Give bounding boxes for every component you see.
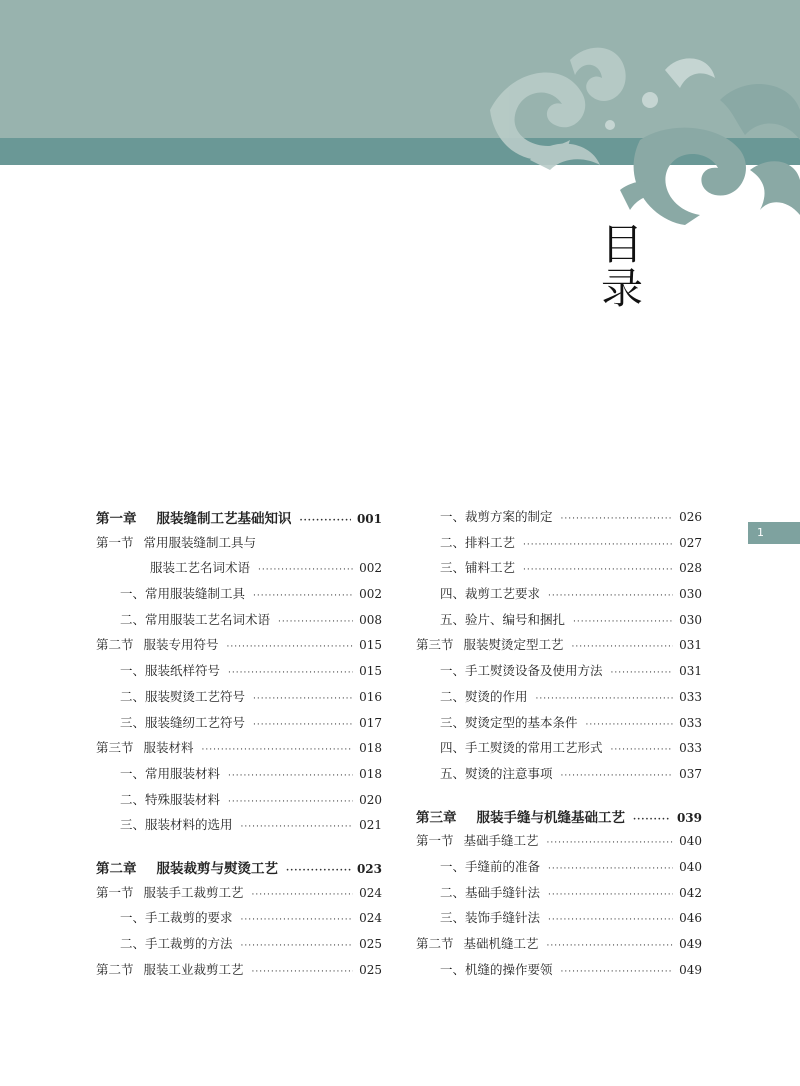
dot-leader: [228, 797, 353, 807]
toc-entry: [96, 661, 382, 687]
toc-entry: [96, 533, 382, 559]
dot-leader: [523, 565, 673, 575]
dot-leader: [536, 694, 674, 704]
toc-entry-number: 第二章: [96, 860, 137, 877]
dot-leader: [253, 591, 353, 601]
dot-leader: [278, 617, 353, 627]
toc-entry: [96, 687, 382, 713]
toc-entry-title: 三、服装材料的选用: [120, 817, 233, 833]
toc-entry-title: 一、服装纸样符号: [120, 663, 221, 679]
toc-entry: [416, 831, 702, 857]
toc-entry-title: 基础机缝工艺: [463, 936, 539, 951]
toc-entry: [96, 934, 382, 960]
toc-entry-label: [120, 610, 270, 628]
toc-entry: [416, 533, 702, 559]
toc-entry: [416, 610, 702, 636]
toc-entry-title: 三、熨烫定型的基本条件: [440, 714, 578, 730]
toc-entry-page: 033: [679, 689, 702, 704]
toc-entry-title: 四、手工熨烫的常用工艺形式: [440, 740, 603, 756]
toc-entry-page: 027: [679, 535, 702, 550]
toc-entry: [416, 806, 702, 832]
toc-entry: [96, 883, 382, 909]
toc-entry-label: [416, 934, 539, 952]
toc-entry-title: 服装专用符号: [143, 637, 219, 653]
toc-entry-title: 服装手工裁剪工艺: [143, 884, 244, 900]
toc-entry: [416, 764, 702, 790]
toc-entry-page: 001: [356, 512, 382, 526]
toc-entry-title: 四、裁剪工艺要求: [440, 586, 541, 602]
toc-entry: [96, 960, 382, 986]
toc-entry-title: 常用服装缝制工具与: [143, 534, 257, 550]
toc-entry-page: 024: [359, 885, 382, 900]
toc-entry-number: 第一节: [416, 833, 454, 849]
toc-entry: [416, 713, 702, 739]
toc-entry: [416, 908, 702, 934]
toc-entry: [416, 738, 702, 764]
toc-entry-title: 五、熨烫的注意事项: [440, 765, 553, 781]
toc-entry-title: 三、服装缝纫工艺符号: [120, 714, 246, 730]
dot-leader: [572, 642, 674, 652]
dot-leader: [548, 864, 673, 874]
dot-leader: [633, 815, 671, 825]
toc-entry: [96, 908, 382, 934]
toc-entry: [416, 635, 702, 661]
toc-entry-page: 015: [359, 638, 382, 653]
toc-entry-label: [120, 584, 245, 602]
toc-entry-number: 第三章: [416, 809, 457, 826]
dot-leader: [548, 591, 673, 601]
toc-entry: [96, 764, 382, 790]
toc-entry-page: 021: [359, 818, 382, 833]
toc-entry-page: 037: [679, 766, 702, 781]
toc-entry-page: 030: [679, 587, 702, 602]
toc-entry-title: 服装熨烫定型工艺: [463, 637, 564, 653]
toc-entry: [96, 738, 382, 764]
toc-entry: [416, 584, 702, 610]
dot-leader: [561, 771, 674, 781]
toc-entry-number: 第三节: [416, 637, 454, 653]
toc-entry-title: 一、常用服装缝制工具: [120, 586, 246, 602]
toc-entry: [416, 934, 702, 960]
toc-entry-label: [440, 507, 553, 525]
dot-leader: [253, 694, 353, 704]
toc-entry: [416, 687, 702, 713]
dot-leader: [547, 941, 674, 951]
toc-entry-page: 033: [679, 715, 702, 730]
toc-entry-page: 026: [679, 510, 702, 524]
toc-entry-label: [96, 507, 292, 527]
toc-entry-label: [416, 635, 564, 653]
toc-entry-label: [120, 815, 233, 833]
toc-entry-title: 二、熨烫的作用: [440, 688, 528, 704]
dot-leader: [258, 565, 353, 575]
toc-entry-label: [96, 883, 244, 901]
toc-entry-page: 031: [679, 638, 702, 653]
toc-entry-title: 基础手缝工艺: [463, 833, 539, 849]
toc-entry-page: 025: [359, 937, 382, 951]
toc-entry-page: 017: [359, 715, 382, 730]
dot-leader: [228, 771, 353, 781]
toc-entry-page: 033: [679, 741, 702, 756]
toc-entry-label: [440, 610, 565, 628]
toc-entry-title: 二、常用服装工艺名词术语: [120, 611, 271, 627]
dot-leader: [300, 516, 351, 526]
dot-leader: [241, 822, 354, 832]
toc-entry-number: 第一节: [96, 534, 134, 550]
dot-leader: [548, 890, 673, 900]
toc-entry-page: 049: [679, 962, 702, 977]
toc-entry-page: 016: [359, 689, 382, 704]
toc-entry-page: 031: [679, 664, 702, 679]
toc-entry: [96, 610, 382, 636]
toc-entry: [96, 790, 382, 816]
toc-entry-label: [416, 806, 625, 826]
toc-entry: [416, 558, 702, 584]
dot-leader: [202, 745, 354, 755]
dot-leader: [547, 838, 674, 848]
toc-entry-number: 第二节: [96, 961, 134, 977]
toc-entry-label: [440, 738, 603, 756]
dot-leader: [548, 915, 673, 925]
toc-entry-title: 二、服装熨烫工艺符号: [120, 688, 246, 704]
toc-entry: [416, 790, 702, 806]
toc-entry: [96, 841, 382, 857]
toc-entry-title: 服装材料: [143, 740, 194, 756]
floral-ornament-icon: [470, 40, 800, 230]
dot-leader: [561, 514, 674, 524]
dot-leader: [252, 967, 354, 977]
toc-entry-label: [440, 584, 540, 602]
dot-leader: [253, 720, 353, 730]
toc-entry-page: 015: [359, 664, 382, 679]
toc-entry-page: 002: [359, 561, 382, 576]
toc-entry-number: 第二节: [96, 637, 134, 653]
toc-entry-title: 一、常用服装材料: [120, 765, 221, 781]
toc-entry-page: 039: [676, 810, 702, 825]
toc-entry: [96, 507, 382, 533]
toc-entry: [416, 883, 702, 909]
toc-entry-page: 024: [359, 911, 382, 926]
dot-leader: [573, 617, 673, 627]
toc-entry-title: 二、排料工艺: [440, 534, 516, 550]
toc-entry-page: 008: [359, 612, 382, 627]
toc-entry: [96, 857, 382, 883]
toc-entry: [416, 857, 702, 883]
toc-entry-title: 一、手工裁剪的要求: [120, 910, 233, 926]
toc-entry-title: 三、铺料工艺: [440, 560, 516, 576]
toc-entry-label: [440, 558, 515, 576]
toc-entry-title: 一、手缝前的准备: [440, 858, 541, 874]
toc-entry-page: 046: [679, 911, 702, 926]
toc-entry: [96, 584, 382, 610]
toc-entry: [416, 661, 702, 687]
toc-entry-label: [440, 764, 553, 782]
toc-right-column: [416, 507, 702, 985]
toc-entry-title: 五、验片、编号和捆扎: [440, 611, 566, 627]
toc-entry-page: 042: [679, 885, 702, 900]
toc-entry-label: [120, 713, 245, 731]
toc-entry-number: 第一章: [96, 511, 137, 527]
toc-entry-title: 二、基础手缝针法: [440, 884, 541, 900]
dot-leader: [241, 915, 354, 925]
toc-entry: [416, 507, 702, 533]
dot-leader: [227, 642, 354, 652]
toc-entry-number: 第一节: [96, 884, 134, 900]
toc-entry-label: [120, 687, 245, 705]
toc-entry-title: 服装工业裁剪工艺: [143, 961, 244, 977]
toc-entry-label: [440, 661, 603, 679]
toc-entry-label: [96, 533, 256, 551]
toc-entry-title: 服装工艺名词术语: [150, 560, 251, 576]
toc-entry-title: 一、裁剪方案的制定: [440, 509, 553, 524]
dot-leader: [523, 540, 673, 550]
toc-entry-page: 028: [679, 561, 702, 576]
toc-entry-label: [120, 908, 233, 926]
toc-left-column: [96, 507, 382, 985]
toc-entry: [96, 815, 382, 841]
toc-entry-label: [96, 635, 219, 653]
toc-entry-number: 第二节: [416, 936, 454, 951]
toc-entry-page: 025: [359, 962, 382, 977]
dot-leader: [611, 745, 674, 755]
toc-entry-title: 一、机缝的操作要领: [440, 961, 553, 977]
toc-entry-page: 023: [356, 861, 382, 876]
toc-entry-title: 三、装饰手缝针法: [440, 910, 541, 926]
toc-entry-label: [440, 960, 553, 978]
toc-entry-title: 服装缝制工艺基础知识: [156, 511, 292, 527]
toc-entry-title: 服装手缝与机缝基础工艺: [476, 809, 625, 826]
toc-entry-label: [440, 857, 540, 875]
toc-entry-number: 第三节: [96, 740, 134, 756]
toc-entry-page: 049: [679, 937, 702, 951]
page-title: 目录: [595, 222, 644, 310]
toc-entry-label: [96, 738, 194, 756]
toc-entry-label: [120, 661, 220, 679]
toc-entry: [416, 960, 702, 986]
page-number-tab: 1: [748, 522, 800, 544]
toc-entry-label: [120, 934, 233, 952]
dot-leader: [586, 720, 674, 730]
toc-entry-page: 030: [679, 612, 702, 627]
toc-entry: [96, 635, 382, 661]
toc-entry: [96, 713, 382, 739]
dot-leader: [561, 967, 674, 977]
toc-entry-title: 服装裁剪与熨烫工艺: [156, 860, 278, 877]
dot-leader: [611, 668, 674, 678]
toc-entry-page: 018: [359, 766, 382, 781]
dot-leader: [241, 941, 354, 951]
dot-leader: [252, 890, 354, 900]
toc-entry-title: 二、特殊服装材料: [120, 791, 221, 807]
toc-entry-label: [440, 687, 528, 705]
toc-entry-label: [440, 883, 540, 901]
toc-entry-title: 一、手工熨烫设备及使用方法: [440, 663, 603, 679]
toc-entry-page: 018: [359, 741, 382, 756]
toc-entry-label: [440, 713, 578, 731]
toc-entry-title: 二、手工裁剪的方法: [120, 936, 233, 951]
toc-entry-label: [440, 533, 515, 551]
toc-entry-page: 040: [679, 834, 702, 849]
toc-entry-label: [120, 790, 220, 808]
toc-entry-page: 002: [359, 587, 382, 602]
toc-entry-label: [416, 831, 539, 849]
toc-entry-label: [120, 764, 220, 782]
dot-leader: [228, 668, 353, 678]
toc-entry-page: 020: [359, 792, 382, 807]
toc-entry-label: [440, 908, 540, 926]
toc-entry-label: [150, 558, 250, 576]
toc-entry-page: 040: [679, 859, 702, 874]
toc-entry-label: [96, 960, 244, 978]
toc-entry-label: [96, 857, 278, 877]
dot-leader: [286, 866, 351, 876]
toc-entry: [96, 558, 382, 584]
